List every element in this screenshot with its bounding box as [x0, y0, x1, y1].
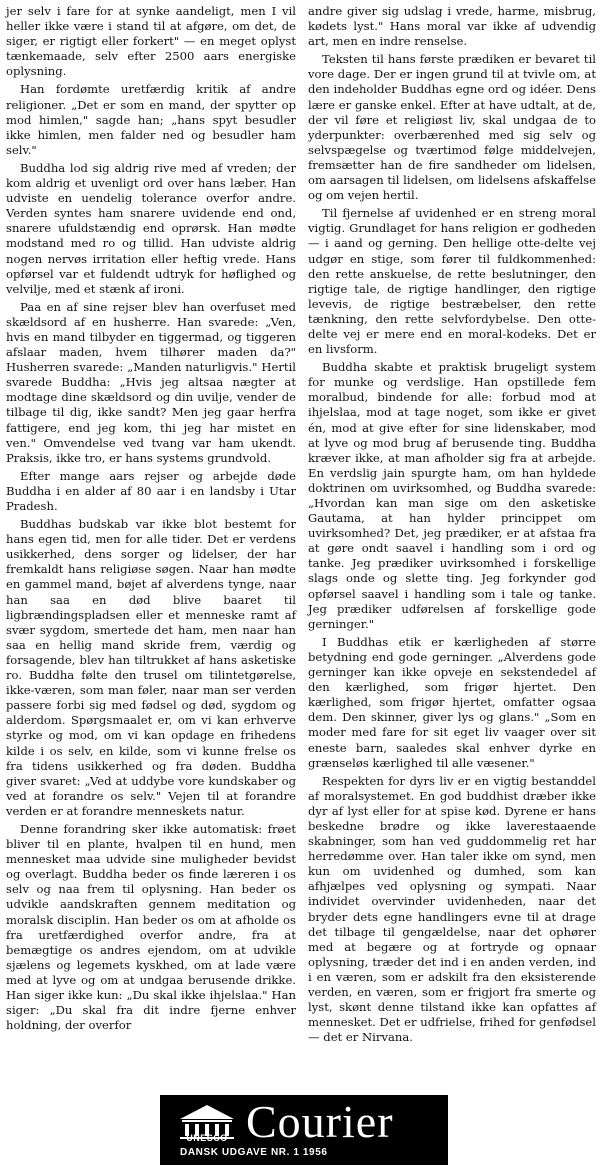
- paragraph: Denne forandring sker ikke automatisk: frøet bliver til en plante, hvalpen til en hund, men mennesket maa udvide sine muligheder bevidst og overlagt. Buddha beder os finde læreren i os selv og naa frem til oplysning. Han beder os udvikle aandskraften gennem meditation og moralsk disciplin. Han beder os om at afholde os fra uretfærdighed overfor andre, fra at bemægtige os andres ejendom, om at udvikle sjælens og legemets kyskhed, om at lade være med at lyve og om at undgaa berusende drikke. Han siger ikke kun: „Du skal ikke ihjelslaa." Han siger: „Du skal fra dit indre fjerne enhver holdning, der overfor: [6, 821, 296, 1033]
- paragraph: Teksten til hans første prædiken er bevaret til vore dage. Der er ingen grund til at tvivle om, at den indeholder Buddhas egne ord og idéer. Dens lære er ganske enkel. Efter at have udtalt, at de, der vil føre et religiøst liv, skal undgaa de to yderpunkter: overbærenhed med sig selv og selvspægelse og tværtimod følge middelvejen, fremsætter han de fire sandheder om lidelsen, om aarsagen til lidelsen, om lidelsens afskaffelse og om vejen hertil.: [308, 52, 596, 203]
- paragraph: Efter mange aars rejser og arbejde døde Buddha i en alder af 80 aar i en landsby i Utar Pradesh.: [6, 468, 296, 513]
- right-column: [308, 4, 596, 1048]
- paragraph: Respekten for dyrs liv er en vigtig bestanddel af moralsystemet. En god buddhist dræber ikke dyr af lyst eller for at spise kød. Dyrene er hans beskedne brødre og ikke laverestaaende skabninger, som han ved guddommelig ret har herredømme over. Han taler ikke om synd, men kun om uvidenhed og dumhed, som kan afhjælpes ved oplysning og sympati. Naar individet overvinder uvidenheden, naar det bryder dets egne handlingers evne til at drage det tilbage til gengældelse, naar det ophører med at begære og at fortryde og opnaar oplysning, træder det ind i en anden verden, ind i en væren, som er adskilt fra den eksisterende verden, en væren, som er frigjort fra smerte og lyst, skønt denne tilstand ikke kan opfattes af mennesket. Det er udfrielse, frihed for genfødsel — det er Nirvana.: [308, 773, 596, 1045]
- paragraph: Buddha skabte et praktisk brugeligt system for munke og verdslige. Han opstillede fem moralbud, bindende for alle: forbud mod at ihjelslaa, mod at tage noget, som ikke er givet én, mod at give efter for sine lidenskaber, mod at lyve og mod brug af berusende ting. Buddha kræver ikke, at man afholder sig fra at arbejde. En verdslig jain spurgte ham, om han hyldede doktrinen om uvirksomhed, og Buddha svarede: „Hvordan kan man sige om den asketiske Gautama, at han hylder princippet om uvirksomhed? Det, jeg prædiker, er at afstaa fra at gøre ondt saavel i handling som i ord og tanke. Jeg prædiker uvirksomhed i forskellige slags onde og slette ting. Jeg forkynder god opførsel saavel i handling som i tale og tanke. Jeg prædiker udførelsen af forskellige gode gerninger.": [308, 360, 596, 631]
- left-column: [6, 4, 296, 1036]
- paragraph: Buddhas budskab var ikke blot bestemt for hans egen tid, men for alle tider. Det er verdens usikkerhed, dens sorger og lidelser, der har fremkaldt hans religiøse søgen. Naar han mødte en gammel mand, bøjet af alverdens tynge, naar han saa en død blive baaret til ligbrændingspladsen eller et menneske ramt af svær sygdom, smertede det ham, men naar han saa en hellig mand skride frem, værdig og forsagende, blev han tiltrukket af hans asketiske ro. Buddha følte den trusel om tilintetgørelse, ikke-væren, som man føler, naar man ser verden passere forbi sig med fødsel og død, sygdom og alderdom. Spørgsmaalet er, om vi kan erhverve styrke og mod, om vi kan opdage en frihedens kilde i os selv, en kilde, som vi kunne frelse os fra tidens usikkerhed og fra døden. Buddha giver svaret: „Ved at uddybe vore kundskaber og ved at forandre os selv." Vejen til at forandre verden er at forandre menneskets natur.: [6, 517, 296, 818]
- paragraph: I Buddhas etik er kærligheden af større betydning end gode gerninger. „Alverdens gode gerninger kan ikke opveje en sekstendedel af den kærlighed, som frigør hjertet. Den kærlighed, som frigør hjertet, omfatter ogsaa dem. Den skinner, giver lys og glans." „Som en moder med fare for sit eget liv vaager over sit eneste barn, saaledes skal enhver dyrke en grænseløs kærlighed til alle væsener.": [308, 634, 596, 770]
- paragraph: andre giver sig udslag i vrede, harme, misbrug, kødets lyst." Hans moral var ikke af udvendig art, men en indre renselse.: [308, 4, 596, 49]
- paragraph: Han fordømte uretfærdig kritik af andre religioner. „Det er som en mand, der spytter op mod himlen," sagde han; „hans spyt besudler ikke himlen, men falder ned og besudler ham selv.": [6, 82, 296, 157]
- courier-title: Courier: [246, 1096, 394, 1147]
- unesco-logo-text: UNESCO: [186, 1133, 228, 1143]
- courier-masthead: [160, 1095, 448, 1165]
- paragraph: Buddha lod sig aldrig rive med af vreden; der kom aldrig et uvenligt ord over hans læber. Han udviste en uendelig tolerance overfor andre. Verden syntes ham snarere uvidende end ond, snarere ufuldstændig end oprørsk. Han mødte modstand med ro og tillid. Han udviste aldrig nogen nervøs irritation eller heftig vrede. Hans opførsel var et fuldendt udtryk for høflighed og velvilje, med et stænk af ironi.: [6, 160, 296, 296]
- paragraph: Paa en af sine rejser blev han overfuset med skældsord af en husherre. Han svarede: „Ven, hvis en mand tilbyder en tiggermad, og tiggeren afslaar maden, hvem tilhører maden da?" Husherren svarede: „Manden naturligvis." Hertil svarede Buddha: „Hvis jeg altsaa nægter at modtage dine skældsord og din uvilje, vender de tilbage til dig, ikke sandt? Men jeg gaar herfra fattigere, end jeg kom, thi jeg har mistet en ven." Omvendelse ved tvang var ham ukendt. Praksis, ikke tro, er hans systems grundvold.: [6, 299, 296, 465]
- paragraph: Til fjernelse af uvidenhed er en streng moral vigtig. Grundlaget for hans religion er godheden — i aand og gerning. Den hellige otte-delte vej udgør en stige, som fører til fuldkommenhed: den rette anskuelse, de rette beslutninger, den rigtige tale, de rigtige handlinger, den rigtige levevis, de rigtige bestræbelser, den rette tænkning, den rette selvfordybelse. Den otte-delte vej er mere end en moral-kodeks. Det er en livsform.: [308, 206, 596, 357]
- edition-label: DANSK UDGAVE NR. 1 1956: [180, 1147, 328, 1158]
- paragraph: jer selv i fare for at synke aandeligt, men I vil heller ikke være i stand til at afgøre, om det, de siger, er rigtigt eller forkert" — en meget oplyst tænkemaade, selv efter 2500 aars energiske oplysning.: [6, 4, 296, 79]
